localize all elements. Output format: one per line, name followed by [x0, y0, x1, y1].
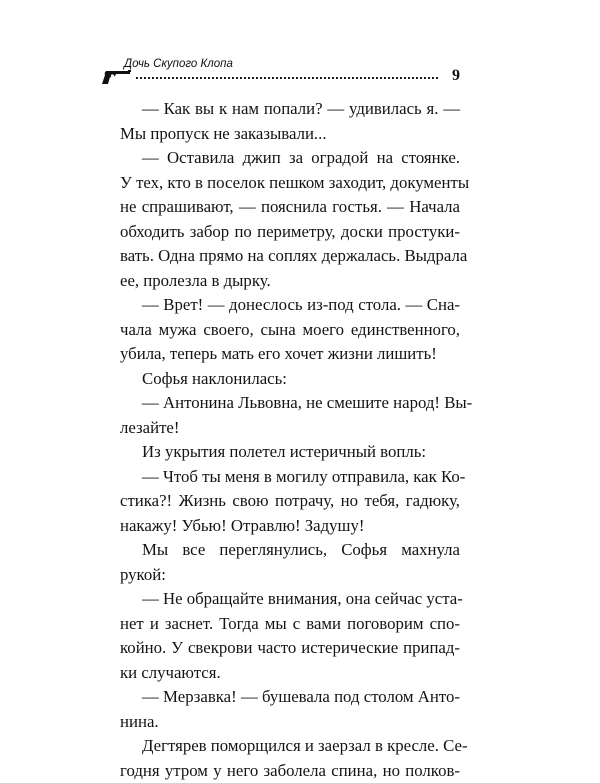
text-line: лезайте! [120, 416, 460, 441]
text-line: — Врет! — донеслось из-под стола. — Сна- [120, 293, 460, 318]
text-line: Дегтярев поморщился и заерзал в кресле. Се- [120, 734, 460, 759]
text-line: убила, теперь мать его хочет жизни лишить! [120, 342, 460, 367]
text-line: нина. [120, 710, 460, 735]
text-line: — Чтоб ты меня в могилу отправила, как Ко- [120, 465, 460, 490]
text-line: нет и заснет. Тогда мы с вами поговорим спо- [120, 612, 460, 637]
text-line: — Антонина Львовна, не смешите народ! Вы- [120, 391, 460, 416]
text-line: ки случаются. [120, 661, 460, 686]
text-line: стика?! Жизнь свою потрачу, но тебя, гадюку, [120, 489, 460, 514]
revolver-icon [100, 68, 136, 86]
page-number: 9 [452, 67, 460, 85]
text-line: вать. Одна прямо на соплях держалась. Выдрала [120, 244, 460, 269]
text-line: Мы все переглянулись, Софья махнула [120, 538, 460, 563]
body-text [120, 97, 460, 783]
text-line: не спрашивают, — пояснила гостья. — Начала [120, 195, 460, 220]
text-line: обходить забор по периметру, доски простуки- [120, 220, 460, 245]
book-title: Дочь Скупого Клопа [124, 58, 233, 70]
text-line: — Не обращайте внимания, она сейчас уста- [120, 587, 460, 612]
text-line: годня утром у него заболела спина, но полков- [120, 759, 460, 783]
text-line: Из укрытия полетел истеричный вопль: [120, 440, 460, 465]
text-line: — Как вы к нам попали? — удивилась я. — [120, 97, 460, 122]
text-line: — Оставила джип за оградой на стоянке. [120, 146, 460, 171]
text-line: чала мужа своего, сына моего единственного, [120, 318, 460, 343]
text-line: рукой: [120, 563, 460, 588]
text-line: койно. У свекрови часто истерические припад- [120, 636, 460, 661]
dot-leader [136, 77, 438, 79]
text-line: накажу! Убью! Отравлю! Задушу! [120, 514, 460, 539]
text-line: ее, пролезла в дырку. [120, 269, 460, 294]
text-line: Софья наклонилась: [120, 367, 460, 392]
running-header [100, 58, 460, 88]
text-line: — Мерзавка! — бушевала под столом Анто- [120, 685, 460, 710]
text-line: У тех, кто в поселок пешком заходит, документы [120, 171, 460, 196]
text-line: Мы пропуск не заказывали... [120, 122, 460, 147]
